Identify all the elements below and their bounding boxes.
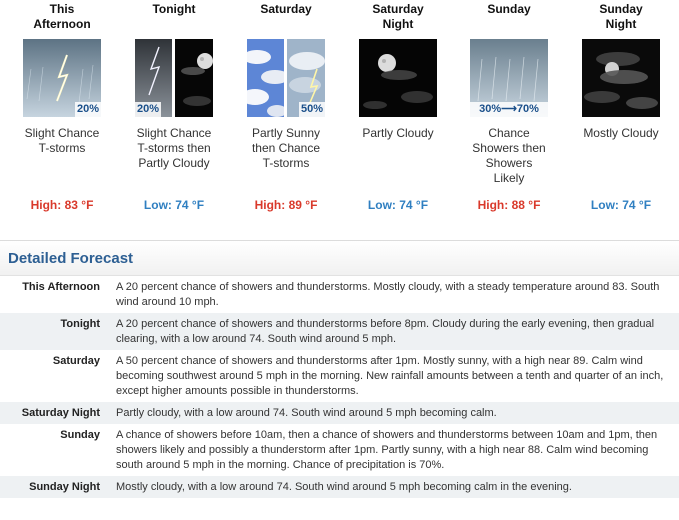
period-name-line1: Sunday [599, 2, 643, 16]
precip-chance: 20% [76, 103, 99, 115]
short-line: Slight Chance [24, 126, 100, 140]
precip-chance: 20% [137, 103, 160, 115]
partly-sunny-tstorm-icon[interactable] [247, 39, 325, 117]
short-forecast [566, 126, 676, 188]
row-text: A 20 percent chance of showers and thunderstorms before 8pm. Cloudy during the early evening, then gradual clearing, with a low around 74. South wind around 5 mph. [116, 318, 655, 345]
period-saturday [231, 0, 341, 188]
period-saturday-night [343, 0, 453, 188]
short-line: Partly Cloudy [138, 156, 210, 170]
split-divider [284, 39, 287, 117]
period-name-line1: Sunday [487, 2, 531, 16]
mostly-cloudy-night-icon[interactable] [582, 39, 660, 117]
temp-low: Low: 74 °F [143, 198, 205, 212]
period-name [343, 0, 453, 34]
period-tonight [119, 0, 229, 188]
period-name [231, 0, 341, 34]
detailed-forecast-table [0, 276, 679, 498]
forecast-periods [0, 0, 679, 232]
row-label: Tonight [60, 318, 100, 330]
short-forecast [231, 126, 341, 188]
temp-high: High: 89 °F [254, 198, 318, 212]
table-row [0, 313, 679, 350]
row-text: A 50 percent chance of showers and thunderstorms after 1pm. Mostly sunny, with a high near 89. Calm wind becoming southwest around 5 mph in the morning. New rainfall amounts between a tenth and quarter of an inch, except higher amounts possible in thunderstorms. [116, 355, 664, 397]
short-line: T-storms then [137, 141, 211, 155]
short-line: Mostly Cloudy [583, 126, 659, 140]
row-label: Saturday Night [21, 407, 100, 419]
period-name [566, 0, 676, 34]
short-line: Chance [488, 126, 530, 140]
period-sunday-night [566, 0, 676, 188]
temp-low: Low: 74 °F [367, 198, 429, 212]
row-label: Sunday [60, 429, 100, 441]
precip-chance: 50% [300, 103, 323, 115]
short-forecast [119, 126, 229, 188]
short-forecast [7, 126, 117, 188]
table-row [0, 350, 679, 402]
period-name-line2: Night [605, 17, 637, 31]
short-line: Showers then [472, 141, 546, 155]
short-line: then Chance [251, 141, 321, 155]
period-name [119, 0, 229, 34]
showers-icon[interactable] [470, 39, 548, 117]
period-name [454, 0, 564, 34]
period-this-afternoon [7, 0, 117, 188]
table-row [0, 402, 679, 424]
period-name [7, 0, 117, 34]
period-sunday [454, 0, 564, 188]
detailed-forecast-header [0, 240, 679, 276]
row-text: Partly cloudy, with a low around 74. South wind around 5 mph becoming calm. [116, 407, 497, 419]
tstorm-night-icon[interactable] [135, 39, 213, 117]
table-row [0, 276, 679, 313]
table-row [0, 424, 679, 476]
section-title: Detailed Forecast [8, 250, 134, 267]
period-name-line1: Tonight [152, 2, 196, 16]
period-name-line1: This [49, 2, 75, 16]
tstorm-icon[interactable] [23, 39, 101, 117]
row-label: Sunday Night [29, 481, 100, 493]
period-name-line2: Afternoon [33, 17, 91, 31]
row-text: Mostly cloudy, with a low around 74. South wind around 5 mph becoming calm in the evening. [116, 481, 572, 493]
period-name-line1: Saturday [260, 2, 312, 16]
short-line: T-storms [38, 141, 86, 155]
row-label: Saturday [52, 355, 100, 367]
temp-low: Low: 74 °F [590, 198, 652, 212]
row-label: This Afternoon [22, 281, 100, 293]
split-divider [172, 39, 175, 117]
partly-cloudy-night-icon[interactable] [359, 39, 437, 117]
short-line: Partly Sunny [251, 126, 321, 140]
short-line: Likely [493, 171, 525, 185]
short-forecast [454, 126, 564, 188]
short-forecast [343, 126, 453, 188]
table-row [0, 476, 679, 498]
row-text: A chance of showers before 10am, then a chance of showers and thunderstorms between 10am and 1pm, then showers likely and possibly a thunderstorm after 1pm. Partly sunny, with a high near 88. Calm wind becoming south around 5 mph in the morning. Chance of precipitation is 70%. [116, 429, 658, 471]
short-line: Slight Chance [136, 126, 212, 140]
short-line: Showers [485, 156, 533, 170]
short-line: Partly Cloudy [362, 126, 434, 140]
temp-high: High: 83 °F [30, 198, 94, 212]
period-name-line2: Night [382, 17, 414, 31]
precip-chance: 30%⟶70% [470, 102, 548, 117]
period-name-line1: Saturday [372, 2, 424, 16]
short-line: T-storms [262, 156, 310, 170]
row-text: A 20 percent chance of showers and thunderstorms. Mostly cloudy, with a steady temperature around 83. South wind around 10 mph. [116, 281, 660, 308]
temp-high: High: 88 °F [477, 198, 541, 212]
